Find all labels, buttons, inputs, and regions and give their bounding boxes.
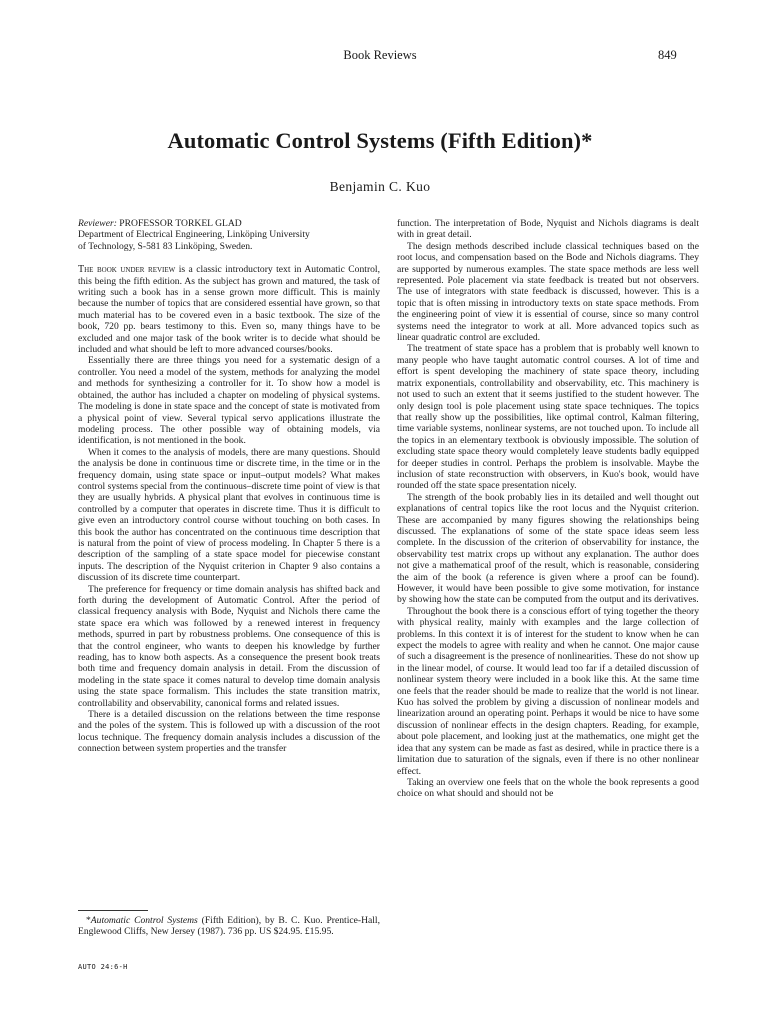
paragraph: Taking an overview one feels that on the whole the book represents a good choice on what should and should not be [397, 776, 699, 800]
paragraph: function. The interpretation of Bode, Nyquist and Nichols diagrams is dealt with in great detail. [397, 218, 699, 241]
lead-in: The book under review [78, 264, 176, 276]
paragraph: The preference for frequency or time domain analysis has shifted back and forth during the development of Automatic Control. After the period of classical frequency analysis with Bode, Nyquist and Nichols there came the state space era which was followed by a renewed interest in frequency methods, spurred in part by robustness problems. One consequence of this is that the control engineer, who wants to deepen his knowledge by further reading, has to know both aspects. As a consequence the present book treats both time and frequency domain analysis in detail. From the discussion of modeling in the state space it comes natural to develop time domain analysis using the state space formalism. This includes the state transition matrix, controllability and observability, canonical forms and related issues. [78, 583, 380, 709]
paragraph: The treatment of state space has a problem that is probably well known to many people who have taught automatic control courses. A lot of time and effort is spent developing the machinery of state space theory, including matrix exponentials, controllability and observability, etc. This machinery is not used to such an extent that it seems justified to the student however. The only design tool is pole placement using state space techniques. The topics that really show up the possibilities, like optimal control, Kalman filtering, time variable systems, nonlinear systems, are not touched upon. To include all the topics in an elementary textbook is obviously impossible. The solution of excluding state space theory would completely leave students badly equipped for deeper studies in control. Perhaps the problem is insolvable. Maybe the inclusion of state reconstruction with observers, in Kuo's book, would have rounded off the state space presentation nicely. [397, 343, 699, 492]
paragraph: There is a detailed discussion on the relations between the time response and the poles of the system. This is followed up with a discussion of the root locus technique. The frequency domain analysis includes a discussion of the connection between system properties and the transfer [78, 709, 380, 755]
footnote-divider [78, 910, 148, 911]
right-column [397, 218, 699, 800]
running-header: Book Reviews [343, 48, 417, 62]
page-number: 849 [658, 48, 677, 62]
book-author: Benjamin C. Kuo [329, 179, 431, 194]
reviewer-affiliation-1: Department of Electrical Engineering, Linköping University [78, 229, 310, 241]
paragraph: Throughout the book there is a conscious effort of tying together the theory with physical reality, mainly with examples and the large collection of problems. In this context it is of interest for the student to know when he can expect the models to agree with reality and when he cannot. One major cause of such a disagreement is the presence of nonlinearities. These do not show up in the linear model, of course. It would lead too far if a detailed discussion of nonlinear system theory were included in a book like this. At the same time one feels that the reader should be made to realize that the world is not linear. Kuo has solved the problem by giving a discussion of nonlinear models and linearization around an operating point. Perhaps it would be nice to have some discussion of nonlinear effects in the design chapters. Reading, for example, about pole placement, and looking just at the mathematics, one might get the idea that any system can be made as fast as desired, while in practice there is a limitation due to saturation of the signals, even if there is no other nonlinear effect. [397, 605, 699, 777]
reviewer-name: PROFESSOR TORKEL GLAD [116, 218, 242, 229]
paragraph: The design methods described include classical techniques based on the root locus, and compensation based on the Bode and Nichols diagrams. They are supported by numerous examples. The state space methods are less well represented. Pole placement via state feedback is treated but not observers. The use of integrators with state feedback is discussed, however. This is a topic that is often missing in introductory texts on state space methods. From the engineering point of view it is essential of course, since so many control systems need the integrator to work at all. More advanced topics such as linear quadratic control are excluded. [397, 240, 699, 344]
reviewer-affiliation-2: of Technology, S-581 83 Linköping, Sweden. [78, 240, 253, 252]
reviewer-label: Reviewer: [78, 218, 117, 229]
paragraph: Essentially there are three things you need for a systematic design of a controller. You need a model of the system, methods for analyzing the model and methods for synthesizing a controller for it. To show how a model is obtained, the author has included a chapter on modeling of physical systems. The modeling is done in state space and the concept of state is motivated from a physical point of view. Several typical servo applications illustrate the modeling process. The other possible way of obtaining models, via identification, is not mentioned in the book. [78, 355, 380, 447]
reviewer-block [78, 218, 380, 252]
paragraph: The strength of the book probably lies in its detailed and well thought out explanations of central topics like the root locus and the Nyquist criterion. These are accompanied by many figures showing the relationships being discussed. The explanations of some of the state space ideas seem less complete. In the discussion of the criterion of observability for instance, the observability test matrix crops up without any explanation. The author does not give a mathematical proof of the result, which is reasonable, considering the aim of the book (a reference is given where a proof can be found). However, it would have been possible to give some motivation, for instance by showing how the state can be computed from the output and its derivatives. [397, 491, 699, 606]
paragraph: When it comes to the analysis of models, there are many questions. Should the analysis be done in continuous time or discrete time, in the time or in the frequency domain, using state space or input–output models? What makes control systems special from the continuous–discrete time point of view is that they are usually hybrids. A physical plant that evolves in continuous time is controlled by a computer that operates in discrete time. Thus it is difficult to give even an introductory control course without touching on both cases. In this book the author has concentrated on the continuous time description that is natural from the point of view of process modeling. In Chapter 5 there is a description of the sampling of a state space model for piecewise constant inputs. The description of the Nyquist criterion in Chapter 9 also contains a discussion of its discrete time counterpart. [78, 446, 380, 584]
footnote-marker: * [86, 915, 91, 926]
paragraph-text: is a classic introductory text in Automatic Control, this being the fifth edition. As the subject has grown and matured, the task of writing such a book has in a sense grown more difficult. This is mainly because the number of topics that are considered essential have grown, so that much material has to be covered even in a basic textbook. The size of the book, 720 pp. bears testimony to this. Even so, many things have to be excluded and one major task of the book writer is to decide what should be included and what should be left to more advanced courses/books. [78, 264, 380, 356]
footnote-book-title: Automatic Control Systems [90, 915, 198, 926]
paragraph [78, 264, 380, 355]
article-title: Automatic Control Systems (Fifth Edition)* [167, 128, 593, 153]
footnote [78, 915, 380, 938]
footnote-text: (Fifth Edition), by B. C. Kuo. Prentice-Hall, Englewood Cliffs, New Jersey (1987). 736 pp. US $24.95. £15.95. [78, 915, 380, 938]
left-column [78, 218, 380, 755]
print-code: AUTO 24:6-H [78, 963, 128, 971]
